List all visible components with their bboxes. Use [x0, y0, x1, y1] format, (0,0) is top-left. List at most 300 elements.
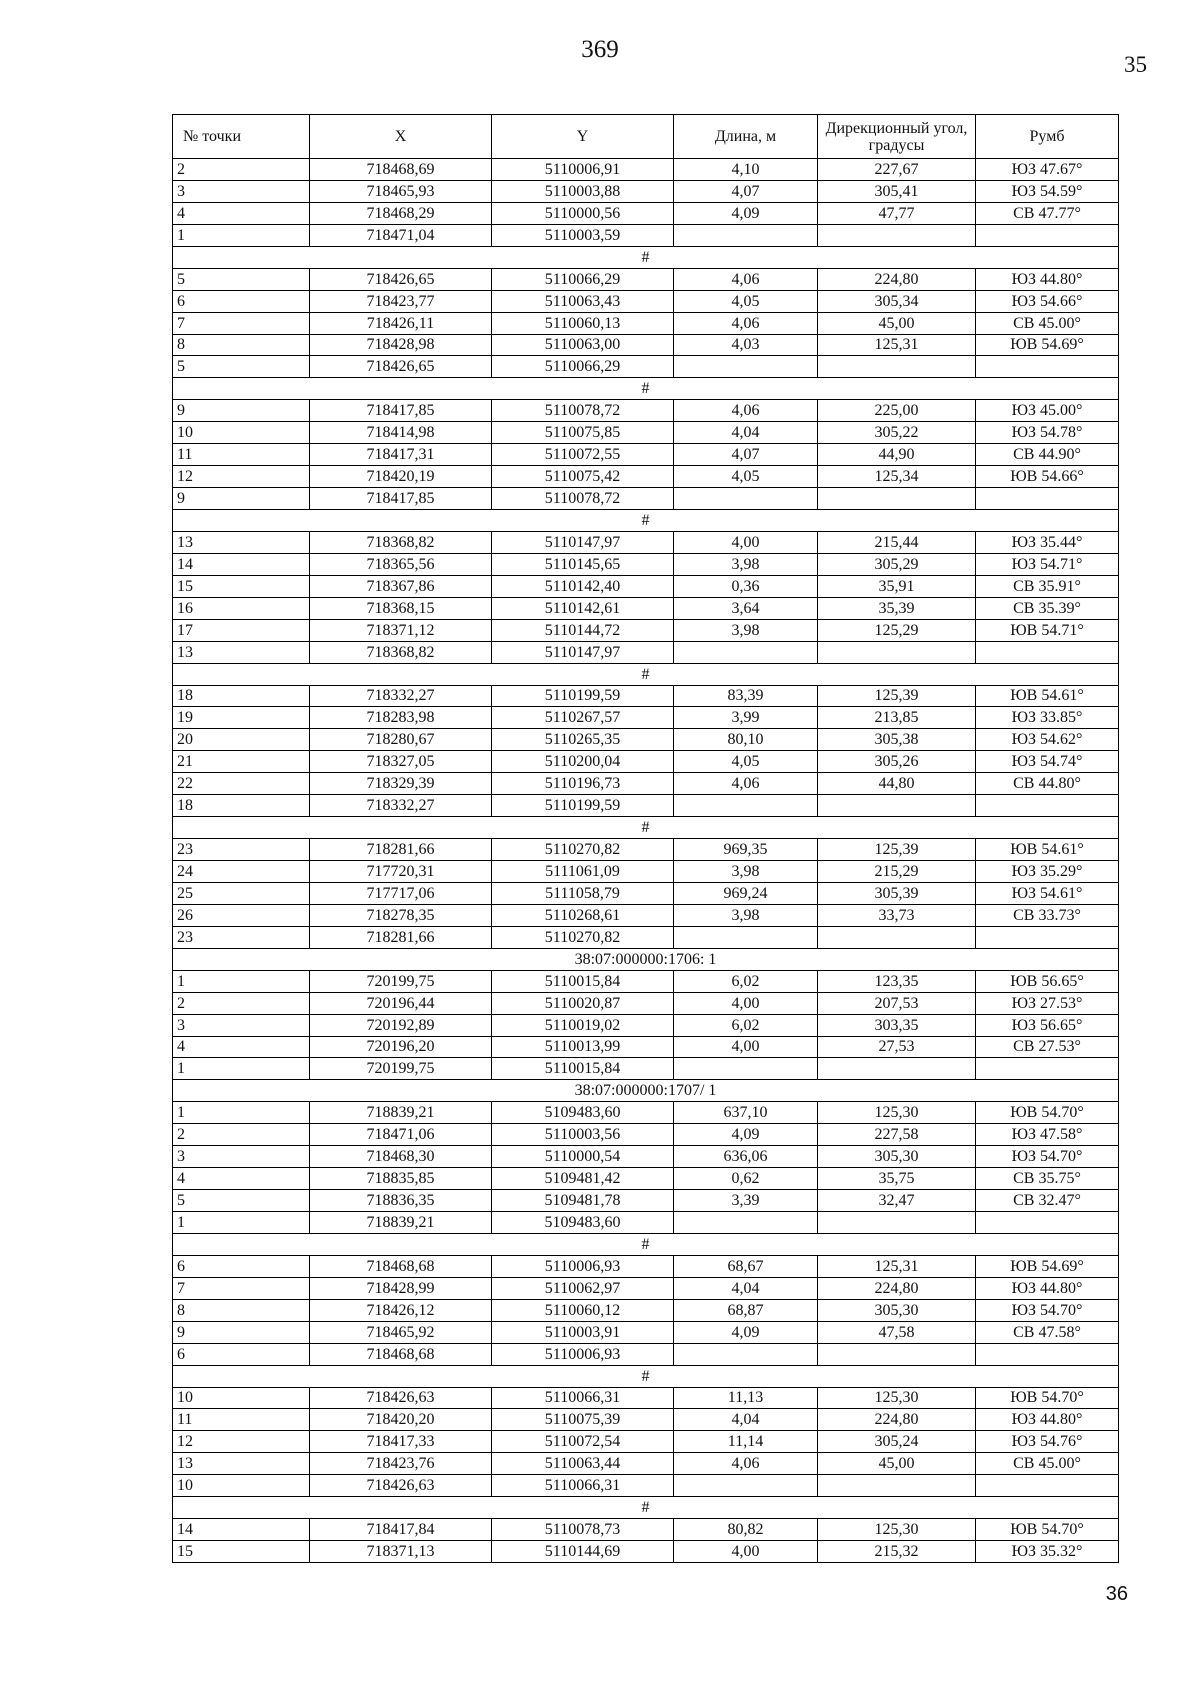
cell-rumb: ЮЗ 54.76°	[976, 1431, 1119, 1453]
cell-point: 23	[173, 839, 310, 861]
table-header-row	[173, 115, 1119, 159]
cell-y: 5110013,99	[492, 1036, 674, 1058]
cell-rumb: ЮЗ 44.80°	[976, 1409, 1119, 1431]
cell-angle: 125,30	[818, 1102, 976, 1124]
cell-x: 718283,98	[310, 707, 492, 729]
cell-angle: 125,34	[818, 466, 976, 488]
cell-point: 6	[173, 1255, 310, 1277]
cell-angle	[818, 488, 976, 510]
table-row	[173, 861, 1119, 883]
cell-y: 5110078,72	[492, 488, 674, 510]
cell-x: 718465,93	[310, 180, 492, 202]
cell-rumb: ЮЗ 45.00°	[976, 400, 1119, 422]
cell-point: 14	[173, 1519, 310, 1541]
cell-x: 718428,98	[310, 334, 492, 356]
column-header-x: X	[310, 115, 492, 159]
cell-rumb: СВ 45.00°	[976, 1453, 1119, 1475]
table-row	[173, 268, 1119, 290]
cell-point: 11	[173, 444, 310, 466]
cell-angle: 123,35	[818, 970, 976, 992]
cell-x: 718368,15	[310, 597, 492, 619]
cell-length: 0,36	[674, 575, 818, 597]
table-row	[173, 882, 1119, 904]
cell-angle: 215,29	[818, 861, 976, 883]
cell-rumb: СВ 44.90°	[976, 444, 1119, 466]
cell-y: 5109481,42	[492, 1168, 674, 1190]
cell-rumb	[976, 795, 1119, 817]
cell-point: 9	[173, 488, 310, 510]
section-separator-row	[173, 817, 1119, 839]
table-row	[173, 1058, 1119, 1080]
cell-length: 636,06	[674, 1146, 818, 1168]
table-row	[173, 444, 1119, 466]
section-separator-row	[173, 510, 1119, 532]
table-row	[173, 356, 1119, 378]
cell-y: 5110267,57	[492, 707, 674, 729]
coordinates-table	[172, 114, 1119, 1563]
cell-point: 1	[173, 224, 310, 246]
cell-length: 68,87	[674, 1299, 818, 1321]
cell-rumb	[976, 488, 1119, 510]
cell-length: 4,04	[674, 1409, 818, 1431]
cell-rumb: ЮЗ 44.80°	[976, 268, 1119, 290]
cell-y: 5110006,93	[492, 1255, 674, 1277]
cell-length	[674, 641, 818, 663]
section-separator: 38:07:000000:1707/ 1	[173, 1080, 1119, 1102]
table-row	[173, 553, 1119, 575]
cell-length: 68,67	[674, 1255, 818, 1277]
cell-x: 718281,66	[310, 839, 492, 861]
table-row	[173, 1277, 1119, 1299]
cell-length: 3,64	[674, 597, 818, 619]
cell-angle: 305,24	[818, 1431, 976, 1453]
table-row	[173, 1014, 1119, 1036]
cell-length	[674, 795, 818, 817]
cell-length: 11,14	[674, 1431, 818, 1453]
cell-angle: 305,26	[818, 751, 976, 773]
cell-rumb	[976, 1058, 1119, 1080]
table-row	[173, 926, 1119, 948]
column-header-length: Длина, м	[674, 115, 818, 159]
cell-angle	[818, 926, 976, 948]
cell-y: 5111061,09	[492, 861, 674, 883]
cell-x: 718329,39	[310, 773, 492, 795]
cell-rumb	[976, 1343, 1119, 1365]
cell-point: 18	[173, 685, 310, 707]
cell-x: 718417,85	[310, 400, 492, 422]
cell-y: 5109483,60	[492, 1102, 674, 1124]
cell-x: 720199,75	[310, 970, 492, 992]
cell-x: 720192,89	[310, 1014, 492, 1036]
cell-x: 718332,27	[310, 795, 492, 817]
cell-rumb: ЮЗ 47.67°	[976, 159, 1119, 181]
cell-point: 3	[173, 1146, 310, 1168]
cell-angle	[818, 356, 976, 378]
cell-point: 13	[173, 1453, 310, 1475]
cell-length: 969,24	[674, 882, 818, 904]
cell-point: 3	[173, 180, 310, 202]
cell-point: 2	[173, 1124, 310, 1146]
cell-length: 4,05	[674, 751, 818, 773]
cell-point: 4	[173, 202, 310, 224]
cell-rumb	[976, 224, 1119, 246]
section-separator: #	[173, 510, 1119, 532]
cell-rumb: СВ 47.58°	[976, 1321, 1119, 1343]
cell-rumb: ЮВ 54.61°	[976, 839, 1119, 861]
table-row	[173, 202, 1119, 224]
section-separator-row	[173, 663, 1119, 685]
cell-point: 14	[173, 553, 310, 575]
cell-point: 1	[173, 1102, 310, 1124]
cell-length: 6,02	[674, 1014, 818, 1036]
cell-length: 4,10	[674, 159, 818, 181]
cell-rumb: ЮЗ 54.78°	[976, 422, 1119, 444]
cell-angle: 207,53	[818, 992, 976, 1014]
cell-y: 5110196,73	[492, 773, 674, 795]
cell-rumb: ЮЗ 54.70°	[976, 1146, 1119, 1168]
cell-x: 718836,35	[310, 1190, 492, 1212]
cell-x: 718839,21	[310, 1102, 492, 1124]
cell-length: 4,07	[674, 444, 818, 466]
cell-x: 718468,69	[310, 159, 492, 181]
cell-point: 2	[173, 992, 310, 1014]
cell-angle: 224,80	[818, 268, 976, 290]
cell-point: 10	[173, 1475, 310, 1497]
cell-angle: 45,00	[818, 312, 976, 334]
cell-angle: 213,85	[818, 707, 976, 729]
cell-y: 5110003,59	[492, 224, 674, 246]
cell-angle: 35,75	[818, 1168, 976, 1190]
table-row	[173, 795, 1119, 817]
cell-y: 5110078,72	[492, 400, 674, 422]
cell-angle: 125,30	[818, 1387, 976, 1409]
cell-x: 718281,66	[310, 926, 492, 948]
cell-point: 23	[173, 926, 310, 948]
cell-y: 5110200,04	[492, 751, 674, 773]
cell-rumb: ЮЗ 54.71°	[976, 553, 1119, 575]
cell-x: 720196,44	[310, 992, 492, 1014]
section-separator-row	[173, 948, 1119, 970]
cell-point: 1	[173, 1058, 310, 1080]
cell-x: 718426,65	[310, 356, 492, 378]
page-number-top: 35	[1124, 52, 1147, 77]
cell-angle: 305,22	[818, 422, 976, 444]
cell-x: 718426,63	[310, 1475, 492, 1497]
table-row	[173, 422, 1119, 444]
cell-x: 718414,98	[310, 422, 492, 444]
cell-length: 4,00	[674, 1541, 818, 1563]
cell-rumb: ЮЗ 33.85°	[976, 707, 1119, 729]
table-row	[173, 1146, 1119, 1168]
cell-length	[674, 1058, 818, 1080]
table-row	[173, 1190, 1119, 1212]
cell-y: 5110062,97	[492, 1277, 674, 1299]
cell-rumb: ЮВ 54.61°	[976, 685, 1119, 707]
cell-y: 5110072,55	[492, 444, 674, 466]
cell-point: 5	[173, 356, 310, 378]
table-row	[173, 488, 1119, 510]
cell-length: 4,05	[674, 290, 818, 312]
cell-y: 5110066,31	[492, 1475, 674, 1497]
cell-x: 718468,30	[310, 1146, 492, 1168]
cell-angle	[818, 1475, 976, 1497]
table-row	[173, 312, 1119, 334]
table-row	[173, 1541, 1119, 1563]
cell-rumb: ЮВ 54.71°	[976, 619, 1119, 641]
cell-length: 4,04	[674, 1277, 818, 1299]
cell-point: 19	[173, 707, 310, 729]
cell-angle: 33,73	[818, 904, 976, 926]
cell-length: 4,06	[674, 773, 818, 795]
cell-point: 24	[173, 861, 310, 883]
cell-y: 5110270,82	[492, 839, 674, 861]
cell-rumb: ЮВ 54.70°	[976, 1387, 1119, 1409]
cell-x: 720199,75	[310, 1058, 492, 1080]
section-separator: #	[173, 1233, 1119, 1255]
cell-point: 4	[173, 1036, 310, 1058]
cell-angle: 305,41	[818, 180, 976, 202]
cell-x: 718423,77	[310, 290, 492, 312]
cell-y: 5109483,60	[492, 1212, 674, 1234]
cell-angle: 44,80	[818, 773, 976, 795]
cell-y: 5110006,91	[492, 159, 674, 181]
cell-y: 5110063,00	[492, 334, 674, 356]
cell-length: 0,62	[674, 1168, 818, 1190]
cell-point: 2	[173, 159, 310, 181]
cell-rumb: СВ 35.91°	[976, 575, 1119, 597]
cell-point: 8	[173, 334, 310, 356]
cell-rumb: ЮЗ 54.74°	[976, 751, 1119, 773]
cell-x: 718468,68	[310, 1255, 492, 1277]
cell-angle: 35,39	[818, 597, 976, 619]
cell-angle: 125,39	[818, 839, 976, 861]
table-row	[173, 1453, 1119, 1475]
table-row	[173, 751, 1119, 773]
cell-y: 5110020,87	[492, 992, 674, 1014]
section-separator: #	[173, 246, 1119, 268]
table-row	[173, 992, 1119, 1014]
cell-y: 5110075,39	[492, 1409, 674, 1431]
table-row	[173, 180, 1119, 202]
cell-point: 13	[173, 531, 310, 553]
cell-x: 718465,92	[310, 1321, 492, 1343]
table-row	[173, 1212, 1119, 1234]
table-row	[173, 707, 1119, 729]
cell-rumb	[976, 1212, 1119, 1234]
section-separator-row	[173, 378, 1119, 400]
cell-point: 10	[173, 422, 310, 444]
cell-angle: 125,30	[818, 1519, 976, 1541]
cell-length: 4,04	[674, 422, 818, 444]
cell-point: 18	[173, 795, 310, 817]
cell-length	[674, 488, 818, 510]
cell-rumb: ЮЗ 35.32°	[976, 1541, 1119, 1563]
cell-rumb: ЮЗ 44.80°	[976, 1277, 1119, 1299]
cell-y: 5110060,13	[492, 312, 674, 334]
cell-rumb: ЮВ 54.66°	[976, 466, 1119, 488]
column-header-y: Y	[492, 115, 674, 159]
cell-x: 718417,85	[310, 488, 492, 510]
cell-length: 969,35	[674, 839, 818, 861]
cell-x: 718371,12	[310, 619, 492, 641]
cell-x: 718468,29	[310, 202, 492, 224]
cell-point: 9	[173, 1321, 310, 1343]
section-separator-row	[173, 1233, 1119, 1255]
cell-x: 718278,35	[310, 904, 492, 926]
cell-x: 718428,99	[310, 1277, 492, 1299]
cell-point: 13	[173, 641, 310, 663]
cell-y: 5110063,43	[492, 290, 674, 312]
cell-rumb: СВ 33.73°	[976, 904, 1119, 926]
cell-x: 718365,56	[310, 553, 492, 575]
cell-rumb	[976, 1475, 1119, 1497]
section-separator: 38:07:000000:1706: 1	[173, 948, 1119, 970]
cell-x: 718368,82	[310, 531, 492, 553]
cell-x: 718420,20	[310, 1409, 492, 1431]
table-row	[173, 1519, 1119, 1541]
cell-y: 5110063,44	[492, 1453, 674, 1475]
cell-y: 5110003,56	[492, 1124, 674, 1146]
cell-rumb: СВ 44.80°	[976, 773, 1119, 795]
cell-y: 5110144,69	[492, 1541, 674, 1563]
cell-length: 3,98	[674, 619, 818, 641]
section-separator: #	[173, 817, 1119, 839]
cell-length: 4,07	[674, 180, 818, 202]
cell-point: 12	[173, 466, 310, 488]
cell-length: 6,02	[674, 970, 818, 992]
cell-x: 718471,06	[310, 1124, 492, 1146]
cell-point: 1	[173, 1212, 310, 1234]
cell-point: 1	[173, 970, 310, 992]
column-header-rumb: Румб	[976, 115, 1119, 159]
section-separator: #	[173, 1365, 1119, 1387]
cell-rumb: ЮВ 54.69°	[976, 1255, 1119, 1277]
cell-y: 5110075,42	[492, 466, 674, 488]
cell-length: 3,98	[674, 861, 818, 883]
table-row	[173, 1431, 1119, 1453]
cell-y: 5110144,72	[492, 619, 674, 641]
cell-length	[674, 1343, 818, 1365]
cell-angle: 215,44	[818, 531, 976, 553]
cell-x: 718423,76	[310, 1453, 492, 1475]
cell-angle: 125,31	[818, 334, 976, 356]
table-row	[173, 597, 1119, 619]
cell-angle: 27,53	[818, 1036, 976, 1058]
cell-length: 4,00	[674, 531, 818, 553]
cell-length: 4,09	[674, 1321, 818, 1343]
cell-rumb: ЮЗ 54.59°	[976, 180, 1119, 202]
table-row	[173, 1124, 1119, 1146]
cell-angle: 125,31	[818, 1255, 976, 1277]
cell-y: 5110003,88	[492, 180, 674, 202]
cell-angle: 303,35	[818, 1014, 976, 1036]
cell-rumb: ЮВ 56.65°	[976, 970, 1119, 992]
cell-x: 718426,12	[310, 1299, 492, 1321]
cell-y: 5110199,59	[492, 795, 674, 817]
cell-rumb	[976, 356, 1119, 378]
table-row	[173, 904, 1119, 926]
cell-point: 5	[173, 268, 310, 290]
table-row	[173, 1343, 1119, 1365]
cell-point: 20	[173, 729, 310, 751]
table-row	[173, 334, 1119, 356]
cell-y: 5110003,91	[492, 1321, 674, 1343]
table-row	[173, 641, 1119, 663]
cell-x: 718332,27	[310, 685, 492, 707]
cell-y: 5110147,97	[492, 531, 674, 553]
cell-rumb: СВ 35.39°	[976, 597, 1119, 619]
cell-point: 22	[173, 773, 310, 795]
cell-angle: 224,80	[818, 1409, 976, 1431]
table-row	[173, 1321, 1119, 1343]
cell-rumb: ЮЗ 54.62°	[976, 729, 1119, 751]
cell-y: 5110265,35	[492, 729, 674, 751]
cell-y: 5110142,40	[492, 575, 674, 597]
table-row	[173, 159, 1119, 181]
cell-length	[674, 1212, 818, 1234]
column-header-point: № точки	[173, 115, 310, 159]
cell-length: 3,39	[674, 1190, 818, 1212]
cell-length	[674, 1475, 818, 1497]
cell-angle: 32,47	[818, 1190, 976, 1212]
table-row	[173, 531, 1119, 553]
cell-y: 5110268,61	[492, 904, 674, 926]
table-row	[173, 466, 1119, 488]
cell-angle: 35,91	[818, 575, 976, 597]
cell-x: 718417,84	[310, 1519, 492, 1541]
cell-y: 5109481,78	[492, 1190, 674, 1212]
cell-y: 5110199,59	[492, 685, 674, 707]
table-row	[173, 1475, 1119, 1497]
section-separator: #	[173, 663, 1119, 685]
cell-angle: 227,67	[818, 159, 976, 181]
cell-y: 5110145,65	[492, 553, 674, 575]
cell-point: 4	[173, 1168, 310, 1190]
cell-y: 5110066,29	[492, 268, 674, 290]
cell-angle	[818, 641, 976, 663]
cell-y: 5110072,54	[492, 1431, 674, 1453]
table-row	[173, 224, 1119, 246]
cell-rumb: ЮЗ 47.58°	[976, 1124, 1119, 1146]
cell-length: 3,98	[674, 904, 818, 926]
cell-length	[674, 926, 818, 948]
cell-rumb: ЮЗ 35.44°	[976, 531, 1119, 553]
cell-point: 15	[173, 575, 310, 597]
cell-length: 4,00	[674, 1036, 818, 1058]
cell-y: 5110147,97	[492, 641, 674, 663]
cell-x: 718426,11	[310, 312, 492, 334]
cell-x: 718368,82	[310, 641, 492, 663]
cell-y: 5110006,93	[492, 1343, 674, 1365]
cell-x: 718471,04	[310, 224, 492, 246]
cell-x: 718371,13	[310, 1541, 492, 1563]
cell-point: 12	[173, 1431, 310, 1453]
cell-point: 25	[173, 882, 310, 904]
cell-length: 4,03	[674, 334, 818, 356]
cell-y: 5110000,56	[492, 202, 674, 224]
page-number-bottom: 36	[1105, 1583, 1128, 1605]
cell-y: 5110270,82	[492, 926, 674, 948]
cell-length: 4,06	[674, 312, 818, 334]
cell-angle: 44,90	[818, 444, 976, 466]
cell-length: 80,10	[674, 729, 818, 751]
cell-point: 6	[173, 1343, 310, 1365]
cell-point: 9	[173, 400, 310, 422]
cell-length: 4,05	[674, 466, 818, 488]
cell-angle: 45,00	[818, 1453, 976, 1475]
cell-point: 10	[173, 1387, 310, 1409]
table-row	[173, 1409, 1119, 1431]
